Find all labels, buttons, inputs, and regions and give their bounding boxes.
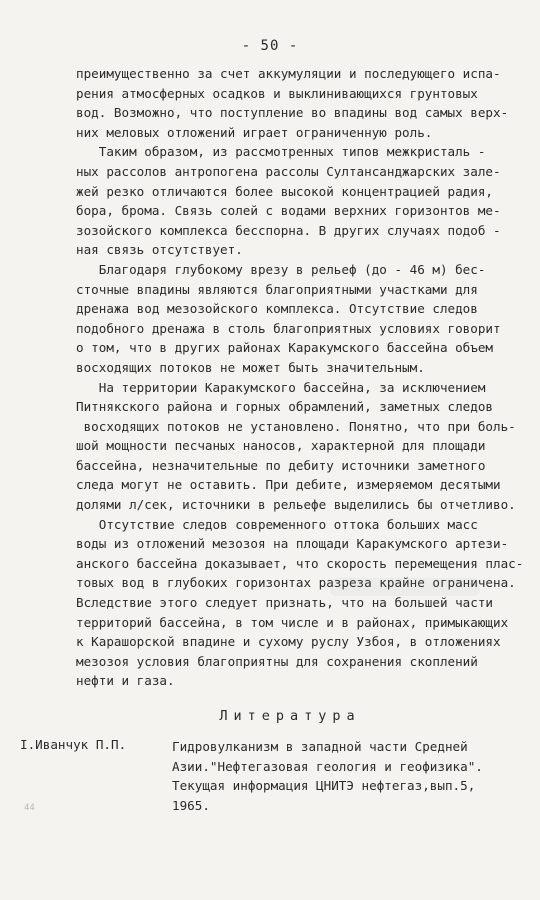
reference-line: Текущая информация ЦНИТЭ нефтегаз,вып.5,: [172, 778, 476, 794]
reference-line: 1965.: [172, 797, 210, 813]
text-line: следа могут не оставить. При дебите, измеряемом десятыми: [76, 477, 501, 493]
text-line: восходящих потоков не установлено. Понятно, что при боль-: [76, 418, 516, 434]
text-line: долями л/сек, источники в рельефе выделились бы отчетливо.: [76, 497, 516, 513]
references-heading: Литература: [219, 708, 361, 724]
text-line: восходящих потоков не может быть значительным.: [76, 359, 425, 375]
text-line: дренажа вод мезозойского комплекса. Отсутствие следов: [76, 301, 478, 317]
text-line: ных рассолов антропогена рассолы Султансанджарских зале-: [76, 163, 501, 179]
page-number: - 50 -: [241, 38, 299, 54]
text-line: к Карашорской впадине и сухому руслу Узбоя, в отложениях: [76, 634, 501, 650]
reference-line: Азии."Нефтегазовая геология и геофизика".: [172, 758, 483, 774]
scan-smudge: [330, 578, 480, 596]
text-line: вод. Возможно, что поступление во впадины вод самых верх-: [76, 105, 509, 121]
text-line: бассейна, незначительные по дебиту источники заметного: [76, 457, 486, 473]
text-line: подобного дренажа в столь благоприятных условиях говорит: [76, 320, 501, 336]
text-line: них меловых отложений играет ограниченную роль.: [76, 124, 433, 140]
text-line: нефти и газа.: [76, 673, 175, 689]
text-line: территорий бассейна, в том числе и в районах, примыкающих: [76, 614, 509, 630]
text-line: На территории Каракумского бассейна, за исключением: [76, 379, 486, 395]
text-line: ная связь отсутствует.: [76, 242, 243, 258]
reference-author: I.Иванчук П.П.: [20, 737, 127, 752]
text-line: шой мощности песчаных наносов, характерной для площади: [76, 438, 486, 454]
text-line: рения атмосферных осадков и выклинивающихся грунтовых: [76, 85, 478, 101]
text-line: Питнякского района и горных обрамлений, заметных следов: [76, 399, 494, 415]
text-line: товых вод в глубоких горизонтах разреза крайне ограничена.: [76, 575, 516, 591]
text-line: воды из отложений мезозоя на площади Каракумского артези-: [76, 536, 509, 552]
text-line: бора, брома. Связь солей с водами верхних горизонтов ме-: [76, 203, 501, 219]
text-line: Благодаря глубокому врезу в рельеф (до - 46 м) бес-: [76, 261, 486, 277]
reference-entry: [172, 737, 532, 815]
text-line: Таким образом, из рассмотренных типов межкристаль -: [76, 144, 486, 160]
text-line: анского бассейна доказывает, что скорость перемещения плас-: [76, 555, 524, 571]
text-line: сточные впадины являются благоприятными участками для: [76, 281, 478, 297]
reference-line: Гидровулканизм в западной части Средней: [172, 739, 468, 754]
text-line: о том, что в других районах Каракумского бассейна объем: [76, 340, 494, 356]
text-line: мезозоя условия благоприятны для сохранения скоплений: [76, 653, 478, 669]
margin-mark: 44: [24, 803, 35, 813]
text-line: зозойского комплекса бесспорна. В других случаях подоб -: [76, 222, 501, 238]
body-text: [76, 64, 526, 691]
text-line: жей резко отличаются более высокой концентрацией радия,: [76, 183, 494, 199]
text-line: Отсутствие следов современного оттока больших масс: [76, 516, 478, 532]
text-line: преимущественно за счет аккумуляции и последующего испа-: [76, 66, 501, 81]
text-line: Вследствие этого следует признать, что на большей части: [76, 595, 494, 611]
